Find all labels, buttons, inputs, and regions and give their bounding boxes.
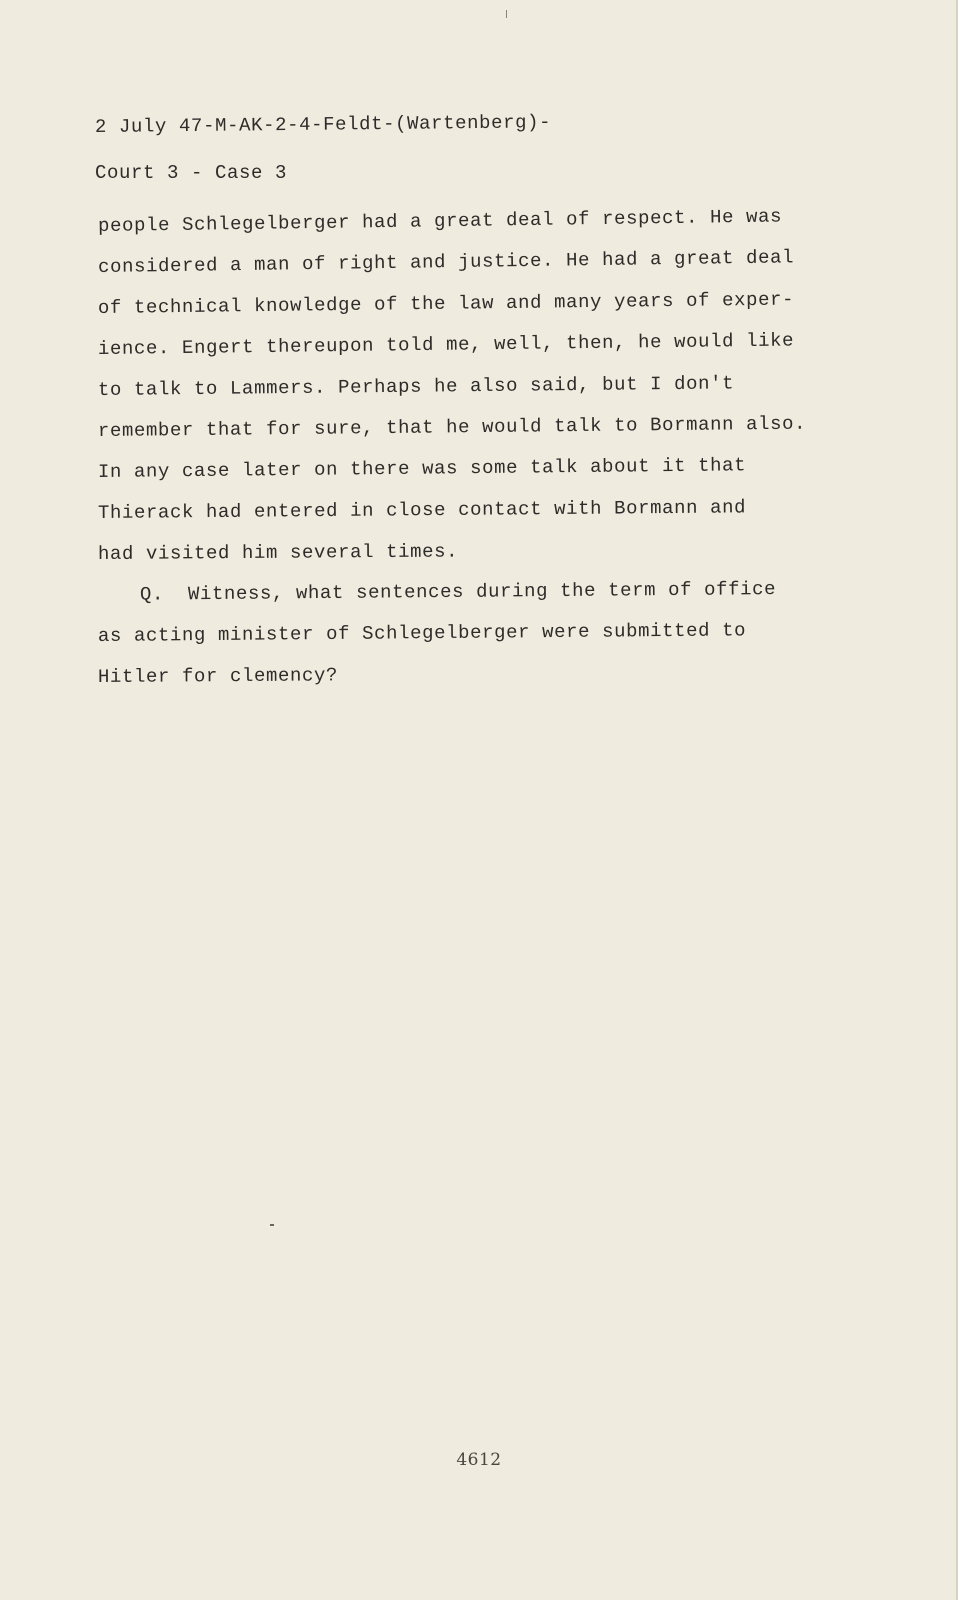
question-line: Q. Witness, what sentences during the term of office bbox=[139, 578, 777, 606]
question-block bbox=[98, 575, 828, 698]
body-line: people Schlegelberger had a great deal of respect. He was bbox=[97, 205, 783, 237]
question-line: as acting minister of Schlegelberger were submitted to bbox=[97, 619, 747, 647]
page-number: 4612 bbox=[456, 1450, 502, 1470]
body-line: ience. Engert thereupon told me, well, then, he would like bbox=[97, 329, 795, 360]
body-line: In any case later on there was some talk about it that bbox=[97, 454, 747, 483]
testimony-body bbox=[98, 206, 828, 698]
body-line: to talk to Lammers. Perhaps he also said, but I don't bbox=[97, 372, 735, 401]
body-line: of technical knowledge of the law and many years of exper- bbox=[97, 288, 795, 319]
paper-mark bbox=[506, 10, 507, 18]
body-line: remember that for sure, that he would talk to Bormann also. bbox=[97, 412, 807, 442]
body-line: considered a man of right and justice. He had a great deal bbox=[97, 246, 795, 278]
body-line: had visited him several times. bbox=[97, 540, 459, 565]
transcript-header-reference: 2 July 47-M-AK-2-4-Feldt-(Wartenberg)- bbox=[94, 111, 552, 138]
paper-speck bbox=[270, 1224, 274, 1226]
transcript-header-court: Court 3 - Case 3 bbox=[95, 162, 288, 184]
body-line: Thierack had entered in close contact with Bormann and bbox=[97, 496, 747, 524]
question-line: Hitler for clemency? bbox=[97, 664, 339, 688]
